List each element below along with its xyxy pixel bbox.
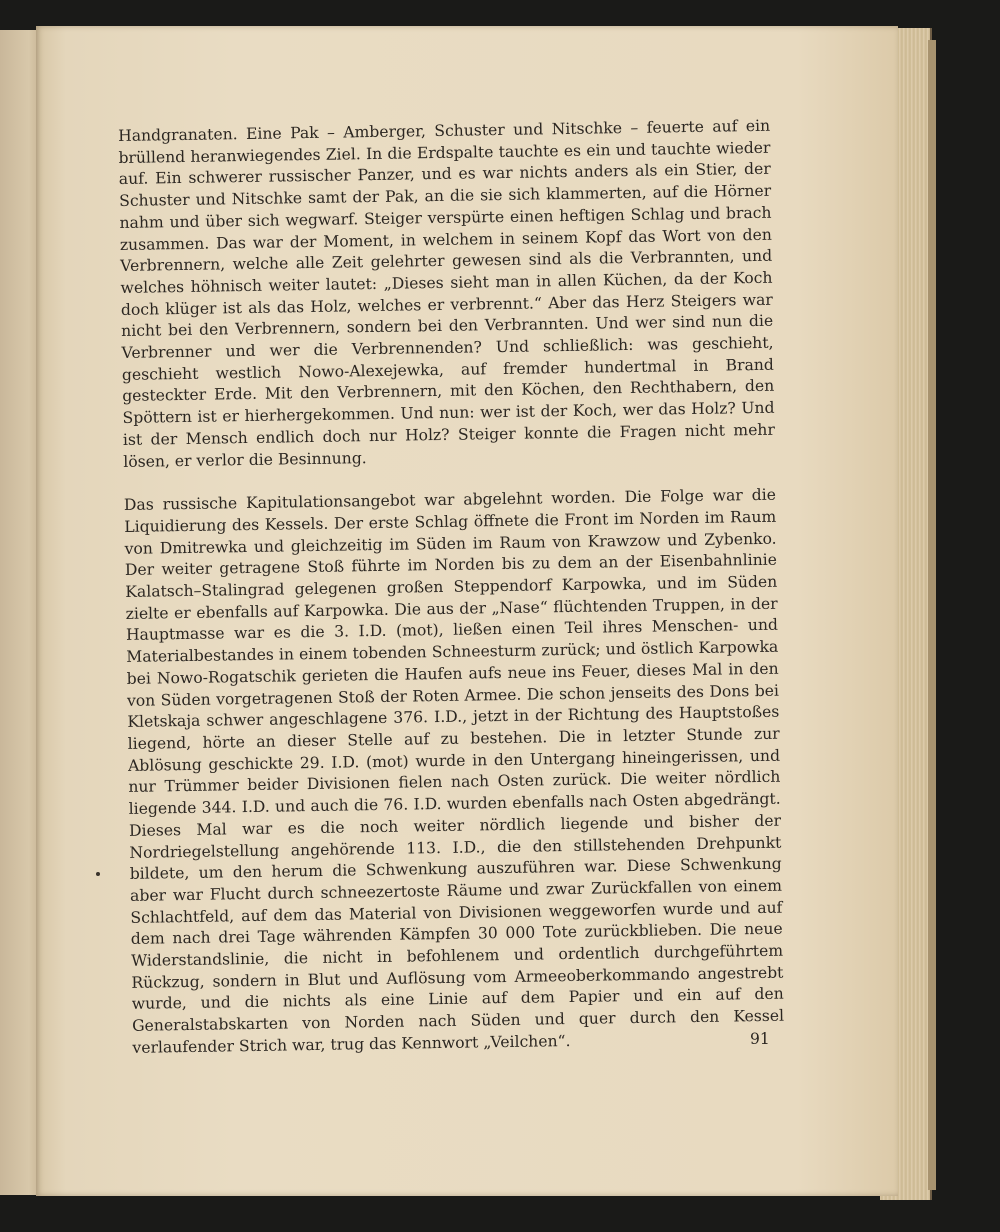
paragraph-2: Das russische Kapitulationsangebot war abgelehnt worden. Die Folge war die Liquidierung des Kessels. Der erste Schlag öffnete die Front im Norden im Raum von Dmitrewka und gleichzeitig im Süden im Raum von Krawzow und Zybenko. Der weiter getragene Stoß führte im Norden bis zu dem an der Eisenbahnlinie Kalatsch–Stalingrad gelegenen großen Steppendorf Karpowka, und im Süden zielte er ebenfalls auf Karpowka. Die aus der „Nase“ flüchtenden Truppen, in der Hauptmasse war es die 3. I.D. (mot), ließen einen Teil ihres Menschen- und Materialbestandes in einem tobenden Schneesturm zurück; und östlich Karpowka bei Nowo-Rogatschik gerieten die Haufen aufs neue ins Feuer, dieses Mal in den von Süden vorgetragenen Stoß der Roten Armee. Die schon jenseits des Dons bei Kletskaja schwer angeschlagene 376. I.D., jetzt in der Richtung des Hauptstoßes liegend, hörte an dieser Stelle auf zu bestehen. Die in letzter Stunde zur Ablösung geschickte 29. I.D. (mot) wurde in den Untergang hineingerissen, und nur Trümmer beider Divisionen fielen nach Osten zurück. Die weiter nördlich liegende 344. I.D. und auch die 76. I.D. wurden ebenfalls nach Osten abgedrängt. Dieses Mal war es die noch weiter nördlich liegende und bisher der Nordriegelstellung angehörende 113. I.D., die den stillstehenden Drehpunkt bildete, um den herum die Schwenkung auszuführen war. Diese Schwenkung aber war Flucht durch schneezertoste Räume und zwar Zurückfallen von einem Schlachtfeld, auf dem das Material von Divisionen weggeworfen wurde und auf dem nach drei Tage währenden Kämpfen 30 000 Tote zurückblieben. Die neue Widerstandslinie, die nicht in befohlenem und ordentlich durchgeführtem Rückzug, sondern in Blut und Auflösung vom Armeeoberkommando angestrebt wurde, und die nichts als eine Linie auf dem Papier und ein auf den Generalstabskarten von Norden nach Süden und quer durch den Kessel verlaufender Strich war, trug das Kennwort „Veilchen“. [123,485,785,1057]
paragraph-1: Handgranaten. Eine Pak – Amberger, Schuster und Nitschke – feuerte auf ein brüllend heranwiegendes Ziel. In die Erdspalte tauchte es ein und tauchte wieder auf. Ein schwerer russischer Panzer, und es war nichts anders als ein Stier, der Schuster und Nitschke samt der Pak, an die sie sich klammerten, auf die Hörner nahm und über sich wegwarf. Steiger verspürte einen heftigen Schlag und brach zusammen. Das war der Moment, in welchem in seinem Kopf das Wort von den Verbrennern, welche alle Zeit gelehrter gewesen sind als die Verbrannten, und welches höhnisch weiter lautet: „Dieses sieht man in allen Küchen, da der Koch doch klüger ist als das Holz, welches er verbrennt.“ Aber das Herz Steigers war nicht bei den Verbrennern, sondern bei den Verbrannten. Und wer sind nun die Verbrenner und wer die Verbrennenden? Und schließlich: was geschieht, geschieht westlich Nowo-Alexejewka, auf fremder hundertmal in Brand gesteckter Erde. Mit den Verbrennern, mit den Köchen, den Rechthabern, den Spöttern ist er hierhergekommen. Und nun: wer ist der Koch, wer das Holz? Und ist der Mensch endlich doch nur Holz? Steiger konnte die Fragen nicht mehr lösen, er verlor die Besinnung. [118,116,775,471]
book-page [36,26,898,1196]
body-text [118,116,785,1060]
book-cover-edge [928,40,936,1190]
page-number: 91 [750,1030,770,1048]
margin-mark [96,872,100,876]
